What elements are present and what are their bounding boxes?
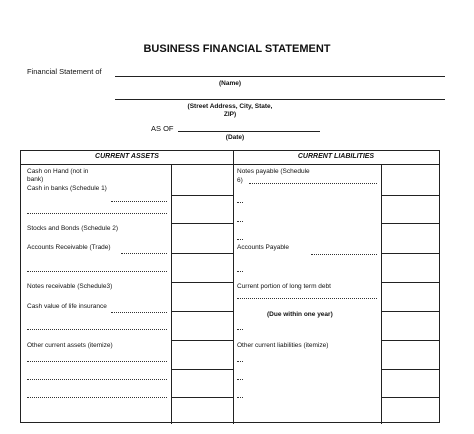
liabilities-dotted-line[interactable] xyxy=(237,202,243,203)
liabilities-dotted-line[interactable] xyxy=(237,298,377,299)
liabilities-dotted-line[interactable] xyxy=(311,254,377,255)
date-line[interactable] xyxy=(178,131,320,132)
liabilities-amount-box-line xyxy=(381,223,439,224)
liabilities-dotted-line[interactable] xyxy=(237,379,243,380)
assets-dotted-line[interactable] xyxy=(111,201,167,202)
assets-amount-box-line xyxy=(171,253,233,254)
liabilities-amount-box-line xyxy=(381,311,439,312)
assets-dotted-line[interactable] xyxy=(27,379,167,380)
assets-dotted-line[interactable] xyxy=(27,271,167,272)
asset-cash-in-banks: Cash in banks (Schedule 1) xyxy=(27,185,107,192)
as-of-label: AS OF xyxy=(151,124,174,133)
asset-notes-receivable: Notes receivable (Schedule3) xyxy=(27,283,113,290)
assets-dotted-line[interactable] xyxy=(27,329,167,330)
liability-other-current: Other current liabilities (itemize) xyxy=(237,342,329,349)
balance-table xyxy=(20,150,440,423)
name-caption: (Name) xyxy=(218,80,242,87)
liabilities-amount-box-line xyxy=(381,397,439,398)
liabilities-dotted-line[interactable] xyxy=(237,221,243,222)
assets-header: CURRENT ASSETS xyxy=(95,153,159,160)
liability-notes-payable-line1: Notes payable (Schedule xyxy=(237,168,310,175)
assets-dotted-line[interactable] xyxy=(27,397,167,398)
asset-cash-on-hand-line2: bank) xyxy=(27,176,44,183)
assets-amount-box-line xyxy=(171,340,233,341)
assets-dotted-line[interactable] xyxy=(121,253,167,254)
liability-current-portion-ltd: Current portion of long term debt xyxy=(237,283,331,290)
name-line[interactable] xyxy=(115,76,445,77)
assets-amount-divider xyxy=(171,165,172,424)
liabilities-amount-box-line xyxy=(381,340,439,341)
liabilities-amount-box-line xyxy=(381,253,439,254)
liabilities-dotted-line[interactable] xyxy=(237,271,243,272)
liability-due-within-year: (Due within one year) xyxy=(267,311,333,318)
liabilities-dotted-line[interactable] xyxy=(237,397,243,398)
assets-dotted-line[interactable] xyxy=(111,312,167,313)
asset-stocks-bonds: Stocks and Bonds (Schedule 2) xyxy=(27,225,119,232)
document-title: BUSINESS FINANCIAL STATEMENT xyxy=(143,43,331,55)
asset-accounts-receivable: Accounts Receivable (Trade) xyxy=(27,244,111,251)
liabilities-header: CURRENT LIABILITIES xyxy=(297,153,375,160)
liabilities-dotted-line[interactable] xyxy=(237,361,243,362)
asset-life-insurance: Cash value of life insurance xyxy=(27,303,107,310)
liabilities-dotted-line[interactable] xyxy=(237,329,243,330)
address-line[interactable] xyxy=(115,99,445,100)
assets-amount-box-line xyxy=(171,223,233,224)
address-caption-line1: (Street Address, City, State, xyxy=(187,103,273,110)
liabilities-amount-box-line xyxy=(381,195,439,196)
liabilities-dotted-line[interactable] xyxy=(249,183,377,184)
asset-cash-on-hand-line1: Cash on Hand (not in xyxy=(27,168,89,175)
liabilities-dotted-line[interactable] xyxy=(237,239,243,240)
assets-amount-box-line xyxy=(171,369,233,370)
liability-notes-payable-line2: 6) xyxy=(237,177,243,184)
statement-of-label: Financial Statement of xyxy=(27,67,102,76)
assets-dotted-line[interactable] xyxy=(27,361,167,362)
liabilities-amount-divider xyxy=(381,165,382,424)
assets-dotted-line[interactable] xyxy=(27,213,167,214)
assets-amount-box-line xyxy=(171,282,233,283)
center-divider xyxy=(233,151,234,424)
liabilities-amount-box-line xyxy=(381,369,439,370)
assets-amount-box-line xyxy=(171,195,233,196)
assets-amount-box-line xyxy=(171,311,233,312)
assets-amount-box-line xyxy=(171,397,233,398)
date-caption: (Date) xyxy=(225,134,245,141)
liability-accounts-payable: Accounts Payable xyxy=(237,244,290,251)
address-caption-line2: ZIP) xyxy=(223,111,237,118)
asset-other-current: Other current assets (itemize) xyxy=(27,342,113,349)
liabilities-amount-box-line xyxy=(381,282,439,283)
